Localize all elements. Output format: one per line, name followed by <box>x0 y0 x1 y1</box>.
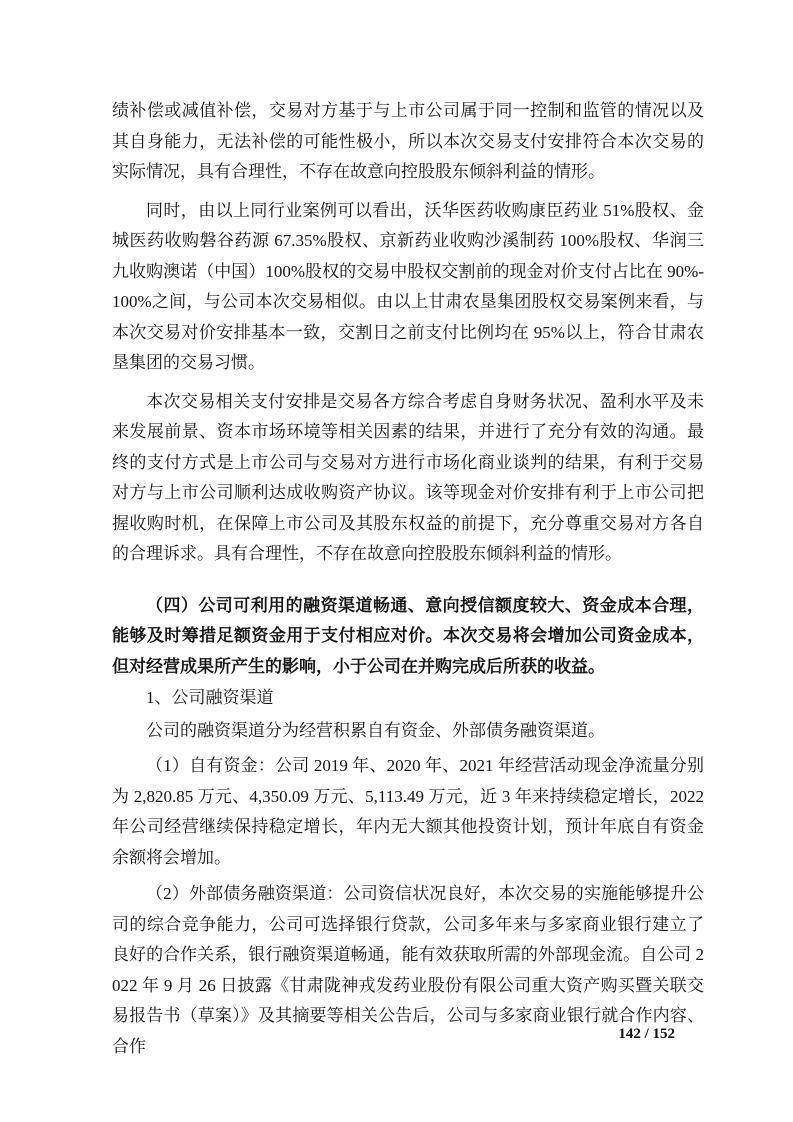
paragraph-external-debt-financing: （2）外部债务融资渠道：公司资信状况良好，本次交易的实施能够提升公司的综合竞争能力，公司可选择银行贷款，公司多年来与多家商业银行建立了良好的合作关系，银行融资渠道畅通，能有效获取所需的外部现金流。自公司 2022 年 9 月 26 日披露《甘肃陇神戎发药业股份有限公司重大资产购买暨关联交易报告书（草案）》及其摘要等相关公告后，公司与多家商业银行就合作内容、合作 <box>112 884 704 1056</box>
paragraph-payment-arrangement: 本次交易相关支付安排是交易各方综合考虑自身财务状况、盈利水平及未来发展前景、资本市场环境等相关因素的结果，并进行了充分有效的沟通。最终的支付方式是上市公司与交易对方进行市场化商业谈判的结果，有利于交易对方与上市公司顺利达成收购资产协议。该等现金对价安排有利于上市公司把握收购时机，在保障上市公司及其股东权益的前提下，充分尊重交易对方各自的合理诉求。具有合理性，不存在故意向控股股东倾斜利益的情形。 <box>112 391 704 563</box>
paragraph-industry-cases: 同时，由以上同行业案例可以看出，沃华医药收购康臣药业 51%股权、金城医药收购磐谷药源 67.35%股权、京新药业收购沙溪制药 100%股权、华润三九收购澳诺（中国）100%股权的交易中股权交割前的现金对价支付占比在 90%-100%之间，与公司本次交易相似。由以上甘肃农垦集团股权交易案例来看，与本次交易对价安排基本一致，交割日之前支付比例均在 95%以上，符合甘肃农垦集团的交易习惯。 <box>112 200 704 372</box>
paragraph-own-funds: （1）自有资金：公司 2019 年、2020 年、2021 年经营活动现金净流量分别为 2,820.85 万元、4,350.09 万元、5,113.49 万元，近 3 年来持续稳定增长，2022 年公司经营继续保持稳定增长，年内无大额其他投资计划，预计年底自有资金余额将会增加。 <box>112 756 704 867</box>
page-number: 142 / 152 <box>618 1026 675 1042</box>
section-heading-financing-channels: （四）公司可利用的融资渠道畅通、意向授信额度较大、资金成本合理，能够及时筹措足额资金用于支付相应对价。本次交易将会增加公司资金成本，但对经营成果所产生的影响，小于公司在并购完成后所获的收益。 <box>112 595 704 676</box>
subheading-company-financing-channels: 1、公司融资渠道 <box>146 688 274 707</box>
paragraph-compensation-continued: 绩补偿或减值补偿，交易对方基于与上市公司属于同一控制和监管的情况以及其自身能力，无法补偿的可能性极小，所以本次交易支付安排符合本次交易的实际情况，具有合理性，不存在故意向控股股东倾斜利益的情形。 <box>112 101 704 181</box>
document-body <box>112 96 704 1062</box>
paragraph-financing-channel-types: 公司的融资渠道分为经营积累自有资金、外部债务融资渠道。 <box>146 720 605 740</box>
